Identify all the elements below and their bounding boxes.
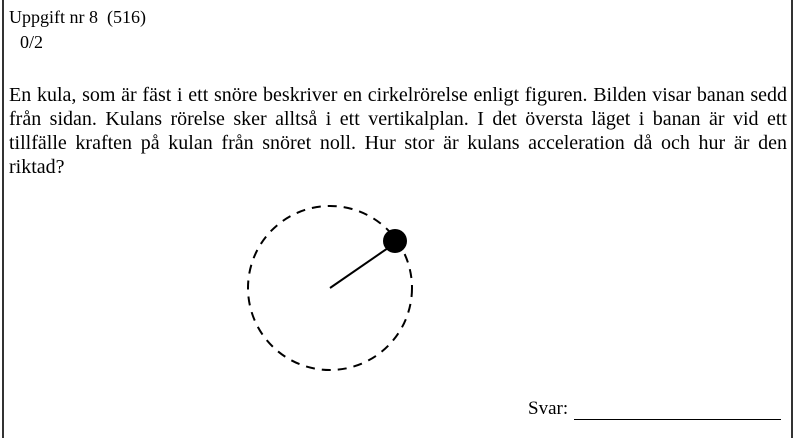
ball xyxy=(383,229,407,253)
question-text: En kula, som är fäst i ett snöre beskriver en cirkelrörelse enligt figuren. Bilden visar banan sedd från sidan. Kulans rörelse sker alltså i ett vertikalplan. I det översta läget i banan är vid ett tillfälle kraften på kulan från snöret noll. Hur stor är kulans acceleration då och hur är den riktad? xyxy=(9,84,787,178)
answer-input-line[interactable] xyxy=(574,401,781,420)
answer-label: Svar: xyxy=(528,398,569,419)
answer-row xyxy=(528,398,781,420)
score-label: 0/2 xyxy=(20,32,44,52)
task-header: Uppgift nr 8 (516) xyxy=(9,7,146,27)
circular-motion-figure xyxy=(230,195,430,385)
string-line xyxy=(330,248,388,288)
